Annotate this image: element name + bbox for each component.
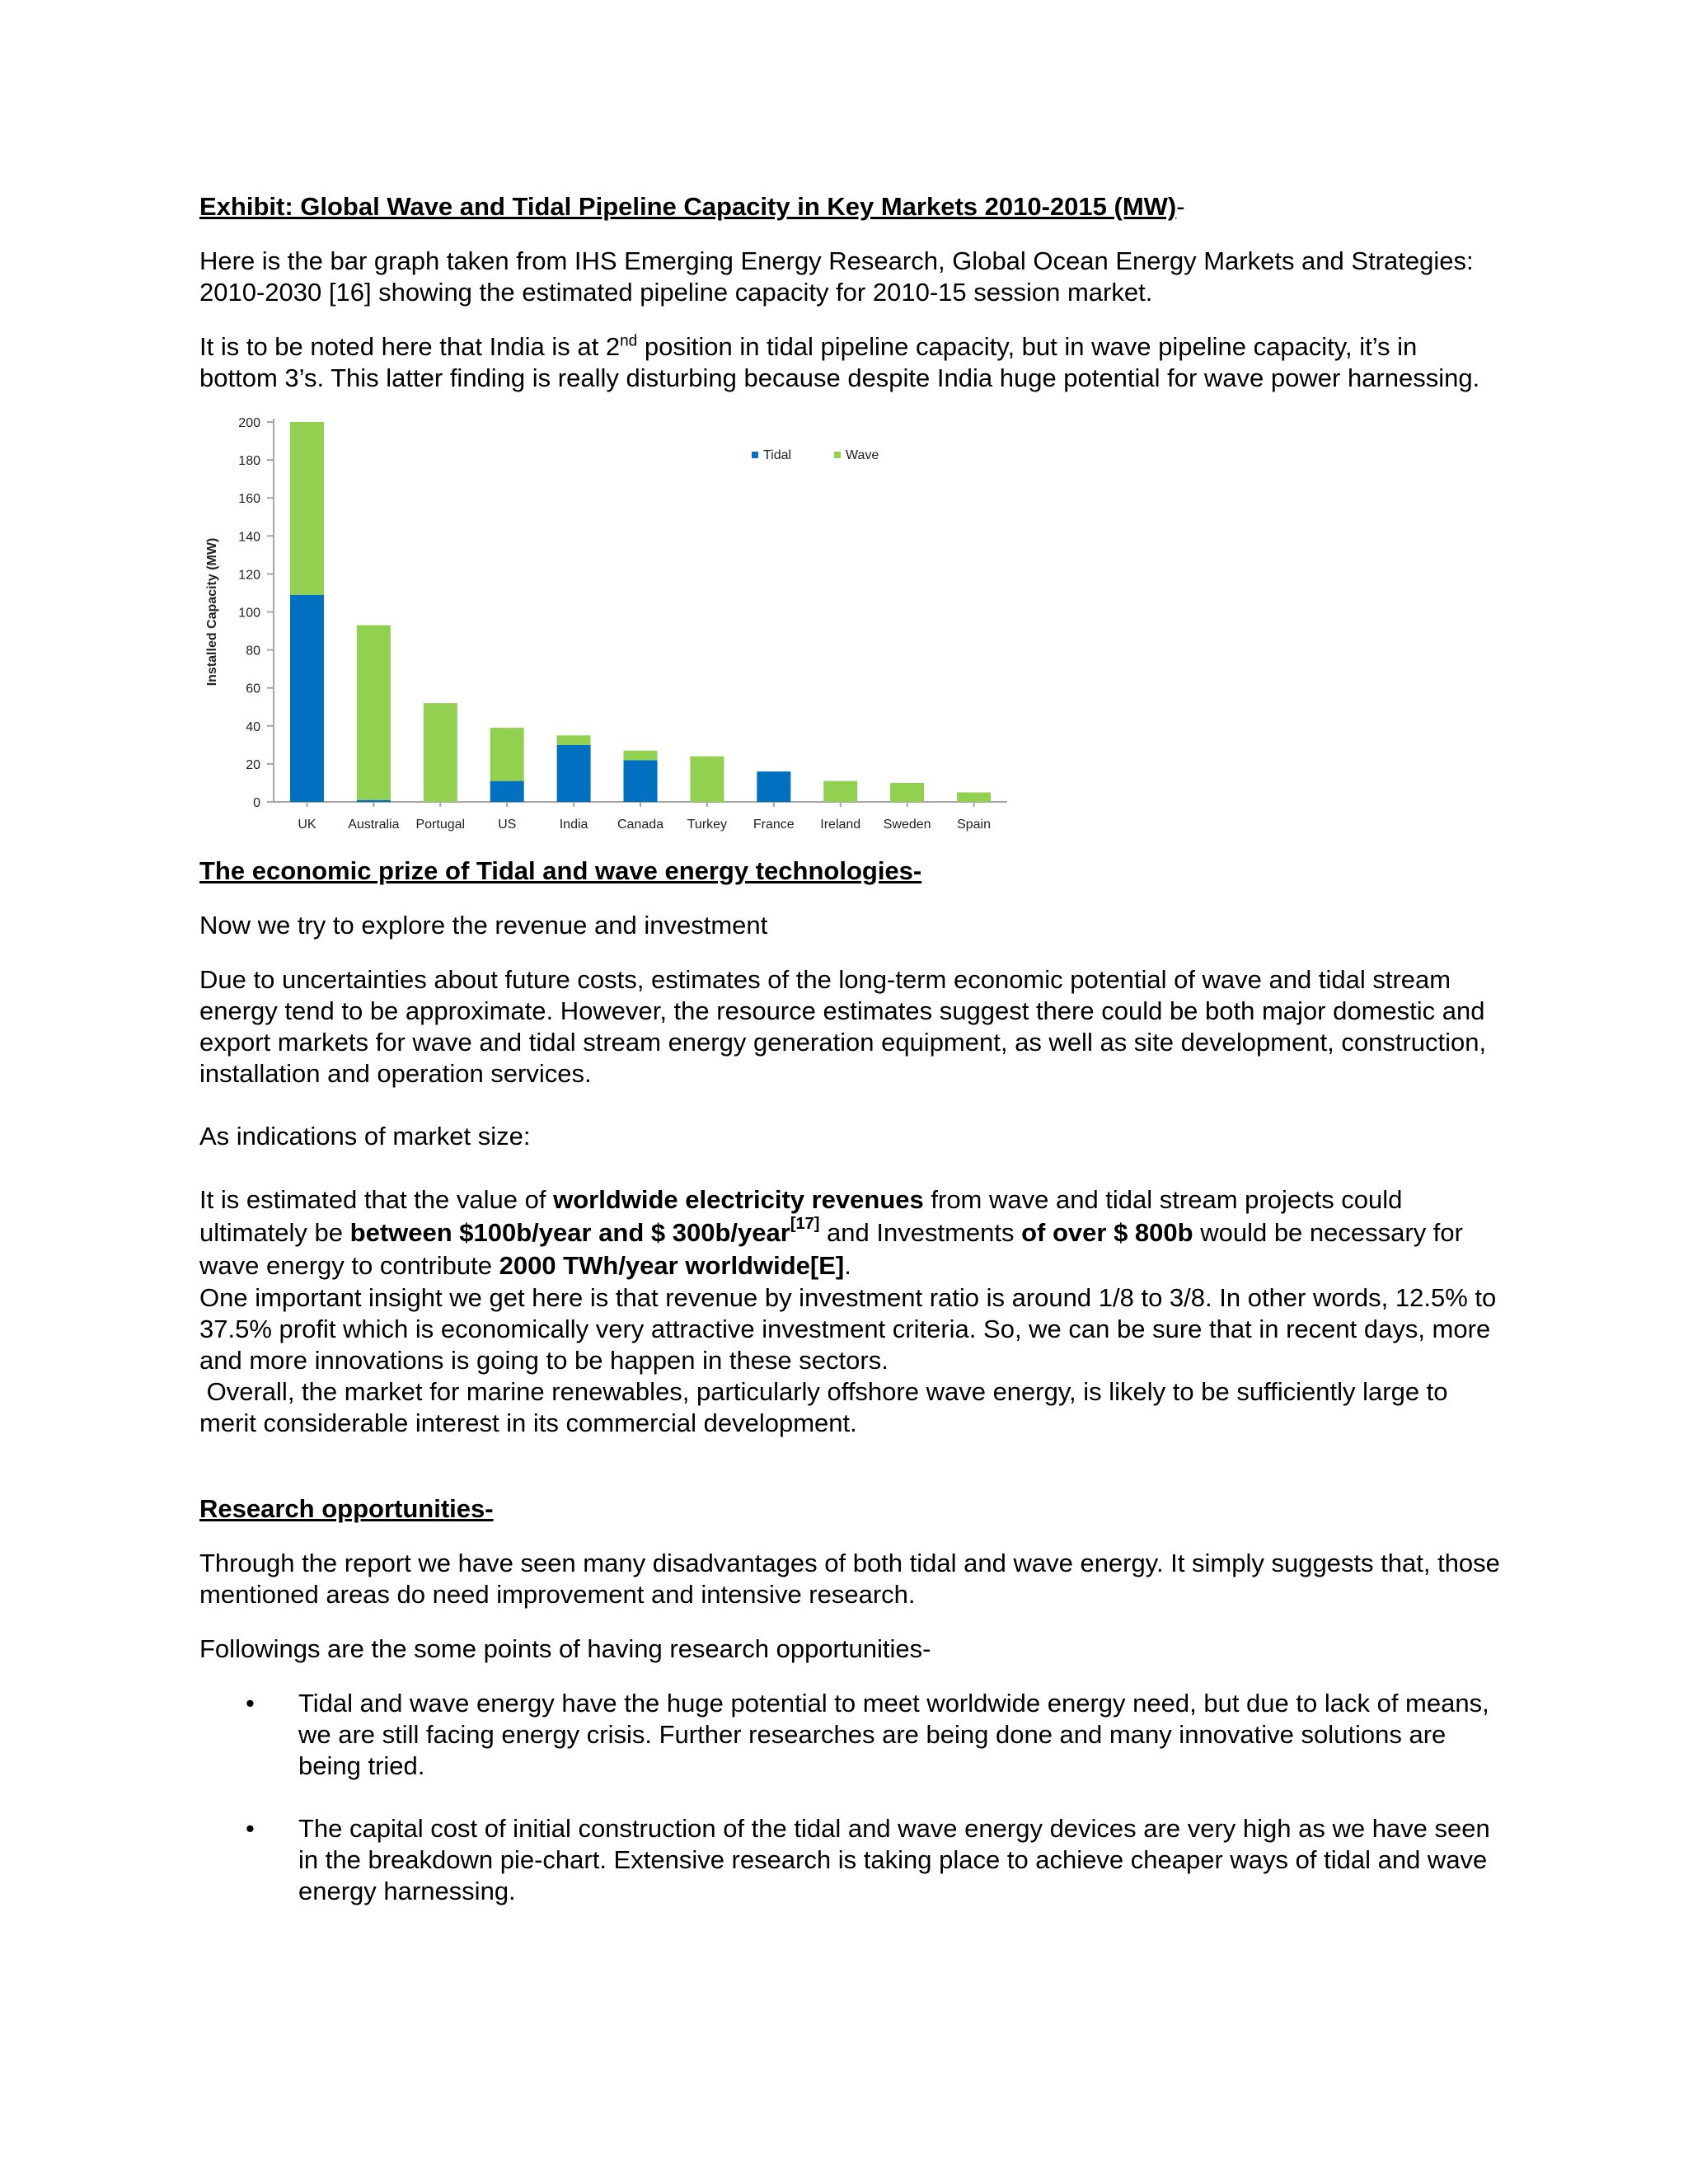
exhibit-note — [199, 331, 1502, 394]
x-tick-label: India — [559, 818, 588, 832]
capacity-bar-chart — [199, 412, 1024, 847]
y-tick-label: 120 — [238, 568, 260, 583]
p4-text-e: and Investments — [819, 1218, 1022, 1247]
x-tick-label: Spain — [957, 818, 992, 832]
bar-tidal-india — [557, 745, 591, 802]
bar-tidal-australia — [357, 800, 391, 802]
exhibit-note-text-1: It is to be noted here that India is at 2 — [199, 332, 621, 361]
bar-wave-australia — [357, 626, 391, 800]
y-tick-label: 100 — [238, 606, 260, 621]
bar-tidal-uk — [290, 595, 324, 802]
y-tick-label: 20 — [246, 757, 260, 772]
bar-wave-sweden — [890, 783, 924, 802]
p4-text-c: from wave and tidal stream projects could ultimately be — [199, 1185, 1403, 1247]
bar-wave-spain — [957, 792, 991, 802]
legend-swatch-tidal — [752, 452, 758, 458]
bar-wave-uk — [290, 422, 324, 595]
bullet-icon: • — [246, 1814, 255, 1843]
p4-bold-revenues: worldwide electricity revenues — [553, 1185, 924, 1214]
research-bullet-text: Tidal and wave energy have the huge potential to meet worldwide energy need, but due to lack of means, we are still facing energy crisis. Further researches are being done and many innovative solutions are being tried. — [298, 1689, 1489, 1780]
exhibit-note-superscript: nd — [620, 332, 638, 350]
y-axis-label: Installed Capacity (MW) — [205, 537, 219, 687]
economic-paragraph-2: Due to uncertainties about future costs, estimates of the long-term economic potential of wave and tidal stream energy tend to be approximate. However, the resource estimates suggest there could be both major domestic and export markets for wave and tidal stream energy generation equipment, as well as site development, construction, installation and operation services. — [199, 965, 1487, 1088]
exhibit-intro: Here is the bar graph taken from IHS Emerging Energy Research, Global Ocean Energy Markets and Strategies: 2010-2030 [16] showing the estimated pipeline capacity for 2010-15 session market. — [199, 246, 1474, 307]
y-tick-label: 200 — [238, 416, 260, 430]
economic-paragraph-4 — [199, 1183, 1502, 1282]
economic-paragraph-5: One important insight we get here is that revenue by investment ratio is around 1/8 to 3/8. In other words, 12.5% to 37.5% profit which is economically very attractive investment criteria. So, we can be sure that in recent days, more and more innovations is going to be happen in these sectors. — [199, 1283, 1497, 1375]
economic-paragraph-6: Overall, the market for marine renewables, particularly offshore wave energy, is likely to be sufficiently large to merit considerable interest in its commercial development. — [199, 1377, 1456, 1437]
economic-paragraph-3: As indications of market size: — [199, 1122, 531, 1151]
x-tick-label: Turkey — [687, 818, 728, 832]
bar-tidal-canada — [624, 760, 658, 802]
p4-bold-investment: of over $ 800b — [1021, 1218, 1193, 1247]
y-tick-label: 0 — [253, 796, 260, 810]
p4-text-i: . — [844, 1251, 851, 1280]
y-tick-label: 180 — [238, 454, 260, 469]
bar-wave-canada — [624, 751, 658, 761]
research-paragraph-1: Through the report we have seen many disadvantages of both tidal and wave energy. It simply suggests that, those mentioned areas do need improvement and intensive research. — [199, 1549, 1500, 1609]
y-tick-label: 80 — [246, 644, 260, 658]
y-tick-label: 40 — [246, 719, 260, 734]
research-bullet-item — [199, 1688, 1502, 1782]
x-tick-label: Ireland — [820, 818, 861, 832]
legend-label-tidal: Tidal — [763, 448, 792, 462]
p4-text-a: It is estimated that the value of — [199, 1185, 554, 1214]
exhibit-title: Exhibit: Global Wave and Tidal Pipeline Capacity in Key Markets 2010-2015 (MW) — [199, 192, 1177, 221]
p4-bold-range: between $100b/year and $ 300b/year — [349, 1218, 790, 1247]
economic-heading-text: The economic prize of Tidal and wave energy technologies- — [199, 856, 922, 885]
economic-heading — [199, 855, 1502, 887]
capacity-chart-container — [199, 412, 1024, 847]
bar-wave-portugal — [424, 703, 457, 802]
x-tick-label: Australia — [348, 818, 400, 832]
document-content — [199, 191, 1502, 1938]
legend-swatch-wave — [834, 452, 841, 458]
y-tick-label: 140 — [238, 530, 260, 545]
p4-text-g: would be necessary for wave energy to contribute — [199, 1218, 1463, 1280]
bar-tidal-france — [757, 771, 790, 802]
bar-wave-turkey — [690, 757, 724, 802]
x-tick-label: France — [753, 818, 795, 832]
y-tick-label: 160 — [238, 492, 260, 507]
bar-wave-us — [490, 728, 524, 781]
research-bullet-text: The capital cost of initial construction of the tidal and wave energy devices are very high as we have seen in the breakdown pie-chart. Extensive research is taking place to achieve cheaper ways of tidal and wave energy harnessing. — [298, 1814, 1490, 1905]
research-bullet-item — [199, 1813, 1502, 1907]
p4-bold-twh: 2000 TWh/year worldwide[E] — [499, 1251, 845, 1280]
bar-tidal-us — [490, 781, 524, 802]
x-tick-label: US — [498, 818, 517, 832]
legend-label-wave: Wave — [846, 448, 879, 462]
p4-reference: [17] — [790, 1214, 820, 1233]
research-bullet-list — [199, 1688, 1502, 1907]
bullet-icon: • — [246, 1689, 255, 1718]
x-tick-label: Portugal — [415, 818, 466, 832]
bar-wave-ireland — [823, 781, 857, 802]
exhibit-note-text-2: position in tidal pipeline capacity, but in wave pipeline capacity, it’s in bottom 3’s. This latter finding is really disturbing because despite India huge potential for wave power harnessing. — [199, 332, 1480, 392]
bar-wave-india — [557, 735, 591, 745]
x-tick-label: Sweden — [883, 818, 931, 832]
research-heading-text: Research opportunities- — [199, 1494, 494, 1523]
research-paragraph-2: Followings are the some points of having research opportunities- — [199, 1634, 931, 1663]
x-tick-label: UK — [298, 818, 316, 832]
x-tick-label: Canada — [617, 818, 664, 832]
exhibit-heading — [199, 191, 1502, 223]
exhibit-title-suffix: - — [1176, 192, 1185, 221]
research-heading — [199, 1493, 1502, 1525]
y-tick-label: 60 — [246, 682, 260, 696]
economic-paragraph-1: Now we try to explore the revenue and investment — [199, 911, 768, 940]
